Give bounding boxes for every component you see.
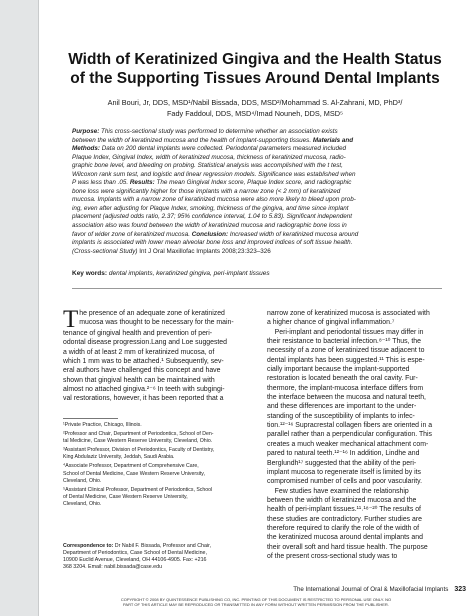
abstract [72, 128, 442, 256]
copyright-notice [50, 597, 462, 608]
correspondence-text: Dr Nabil F. Bissada, Professor and Chair, [113, 543, 212, 549]
body-line: val restorations, however, it has been reported that a [63, 395, 224, 403]
body-line: tion.¹²⁻¹⁶ Supracrestal collagen fibers are oriented in a [267, 422, 433, 430]
authors-line-2: Fady Faddoul, DDS, MSD⁴/Imad Nouneh, DDS, MSD⁵ [166, 108, 344, 118]
abstract-text: association also was found between the width of keratinized mucosa and radiographic bone loss in [72, 222, 347, 230]
abstract-text: The mean Gingival Index score, Plaque Index score, and radiographic [154, 179, 352, 187]
body-line: thermore, the implant-mucosa interface differs from [267, 384, 424, 392]
body-line: restoration is located beneath the oral cavity. Fur- [267, 375, 418, 383]
conclusion-label: Conclusion: [189, 230, 229, 238]
footnote-line: Cleveland, Ohio. [63, 477, 102, 484]
authors-line-1: Anil Bouri, Jr, DDS, MSD¹/Nabil Bissada, DDS, MSD²/Mohammad S. Al-Zahrani, MD, PhD³/ [107, 98, 403, 107]
body-line: implant mucosa to regenerate itself is limited by its [267, 468, 421, 476]
abstract-text: Data on 200 dental implants were collected. Periodontal parameters measured included [99, 145, 347, 153]
body-line: narrow zone of keratinized mucosa is associated with [267, 310, 430, 317]
body-line: creates a much weaker mechanical attachment com- [267, 440, 429, 448]
abstract-text: implants is associated with lower mean alveolar bone loss and improved indices of soft tissue health. [72, 239, 353, 247]
section-divider [72, 288, 442, 289]
page-number: 323 [454, 586, 466, 593]
body-line: odontal disease progression.Lang and Loe suggested [63, 339, 227, 347]
correspondence-text: 368 3204. Email: nabil.bissada@case.edu [63, 564, 163, 571]
body-line: which 1 mm was to be attached.¹ Subsequently, sev- [63, 358, 224, 366]
body-line: necessity of a zone of keratinized tissue adjacent to [267, 347, 425, 355]
body-column-right [267, 309, 463, 561]
correspondence-text: 10900 Euclid Avenue, Cleveland, OH 44106-4905. Fax: +216 [63, 557, 207, 564]
intro-paragraph [63, 306, 254, 333]
abstract-text: This cross-sectional study was performed to determine whether an association exists [99, 128, 338, 135]
body-line: between the width of keratinized mucosa and the [267, 496, 417, 504]
body-line: Peri-implant and periodontal tissues may differ in [267, 328, 424, 336]
correspondence-label: Correspondence to: [63, 543, 114, 549]
body-line: their resistance to bacterial infection.⁸⁻¹⁰ Thus, the [267, 338, 421, 346]
body-line: tenance of gingival health and prevention of peri- [63, 330, 213, 337]
footnote-line: of Dental Medicine, Case Western Reserve University, [63, 493, 188, 500]
abstract-text: bone loss were significantly higher for those implants with a narrow zone (< 2 mm) of keratinized [72, 187, 341, 195]
body-line: and these differences are important to the under- [267, 403, 417, 411]
abstract-text: graphic bone level, and bleeding on probing. Statistical analysis was accomplished with the t test, [72, 162, 343, 170]
body-line: therefore required to clarify the role of the width of [267, 524, 420, 532]
body-line: the keratinized mucosa around dental implants and [267, 534, 423, 542]
body-line: compromised number of cells and poor vascularity. [267, 478, 422, 486]
footnote-line: ²Professor and Chair, Department of Periodontics, School of Den- [63, 431, 214, 438]
abstract-text: ing, even after adjusting for Plaque Index, smoking, thickness of the gingiva, and time since implant [72, 204, 349, 212]
journal-footer [280, 586, 466, 593]
article-title [48, 50, 462, 88]
body-line: these studies are contradictory. Further studies are [267, 515, 422, 523]
body-line: of the present cross-sectional study was to [267, 552, 398, 560]
abstract-text: (Cross-sectional Study) [72, 247, 138, 255]
body-line: eral authors have challenged this concept and have [63, 367, 221, 375]
body-line: a higher chance of gingival inflammation.⁷ [267, 319, 395, 327]
keywords [72, 269, 442, 278]
author-list [48, 98, 462, 119]
body-line: almost no attached gingiva.²⁻⁶ In teeth with subgingi- [63, 386, 225, 394]
purpose-label: Purpose: [72, 128, 100, 135]
drop-cap: T [63, 306, 79, 333]
author-affiliations [63, 418, 254, 508]
body-line: a width of at least 2 mm of keratinized mucosa, of [63, 348, 215, 356]
abstract-text: Wilcoxon rank sum test, and logistic and linear regression models. Significance was established when [72, 170, 356, 178]
abstract-text: between the width of keratinized mucosa and the health of implant-supporting tissues. [72, 136, 312, 144]
body-line: Berglundh¹⁷ suggested that the ability of the peri- [267, 459, 417, 467]
results-label: Results: [128, 179, 155, 187]
body-line: the interface between the mucosa and natural teeth, [267, 394, 426, 402]
footnote-line: Cleveland, Ohio. [63, 500, 102, 507]
citation: Int J Oral Maxillofac Implants 2008;23:323–326 [137, 247, 271, 255]
title-line-2: of the Supporting Tissues Around Dental Implants [70, 70, 440, 87]
body-line: parallel rather than a perpendicular configuration. This [267, 431, 432, 439]
keywords-label: Key words: [72, 270, 108, 277]
keywords-text: dental implants, keratinized gingiva, peri-implant tissues [107, 270, 270, 277]
body-line: shown that gingival health can be maintained with [63, 376, 215, 384]
abstract-text: P was less than .05. [72, 179, 129, 187]
abstract-text: Increased width of keratinized mucosa around [228, 230, 359, 238]
body-line: health of peri-implant tissues.¹¹˒¹⁸⁻²⁰ The results of [267, 506, 421, 514]
abstract-text: favor of wider zone of keratinized mucosa. [72, 230, 190, 238]
footnote-line: tal Medicine, Case Western Reserve University, Cleveland, Ohio. [63, 438, 213, 445]
abstract-text: Plaque Index, Gingival Index, width of keratinized mucosa, thickness of keratinized mucosa, radio- [72, 153, 346, 161]
footnote-line: ¹Private Practice, Chicago, Illinois. [63, 422, 142, 428]
abstract-text: mucosa. Implants with a narrow zone of keratinized mucosa were also more likely to bleed upon prob- [72, 196, 356, 204]
body-column-left [63, 306, 254, 404]
footnote-line: ³Assistant Professor, Division of Periodontics, Faculty of Dentistry, [63, 447, 215, 454]
left-margin-bar [0, 0, 39, 616]
footnote-line: ⁵Assistant Clinical Professor, Department of Periodontics, School [63, 486, 213, 493]
article-page [40, 0, 472, 616]
body-line: standing of the susceptibility of implants to infec- [267, 412, 415, 420]
body-line: Few studies have examined the relationship [267, 487, 409, 495]
materials-label: Materials and [311, 136, 354, 144]
footnote-rule [63, 418, 118, 419]
correspondence-text: Department of Periodontics, Case School of Dental Medicine, [63, 550, 207, 557]
title-line-1: Width of Keratinized Gingiva and the Health Status [68, 51, 442, 68]
abstract-text: placement (adjusted odds ratio, 2.37; 95% confidence interval, 1.04 to 5.83). Significant independent [72, 213, 353, 221]
body-line: dental implants has been suggested.¹¹ This is espe- [267, 356, 425, 364]
methods-label: Methods: [72, 145, 100, 153]
body-line: mucosa was thought to be necessary for the main- [79, 319, 234, 327]
body-line: he presence of an adequate zone of keratinized [79, 310, 225, 317]
footnote-line: ⁴Associate Professor, Department of Comprehensive Care, [63, 463, 199, 470]
correspondence [63, 543, 254, 571]
copyright-line-1: COPYRIGHT © 2008 BY QUINTESSENCE PUBLISHING CO, INC. PRINTING OF THIS DOCUMENT IS RESTRICTED TO PERSONAL USE ONLY. NO [120, 597, 392, 602]
journal-name: The International Journal of Oral & Maxillofacial Implants [293, 586, 449, 593]
body-line: cially important because the implant-supported [267, 366, 410, 374]
copyright-line-2: PART OF THIS ARTICLE MAY BE REPRODUCED OR TRANSMITTED IN ANY FORM WITHOUT WRITTEN PERMISSION FROM THE PUBLISHER. [123, 602, 389, 608]
footnote-line: School of Dental Medicine, Case Western Reserve University, [63, 470, 205, 477]
footnote-line: King Abdulaziz University, Jeddah, Saudi Arabia. [63, 454, 175, 461]
body-line: pared to natural teeth.¹²⁻¹⁶ In addition, Lindhe and [267, 450, 420, 458]
body-line: their overall soft and hard tissue health. The purpose [267, 543, 428, 551]
